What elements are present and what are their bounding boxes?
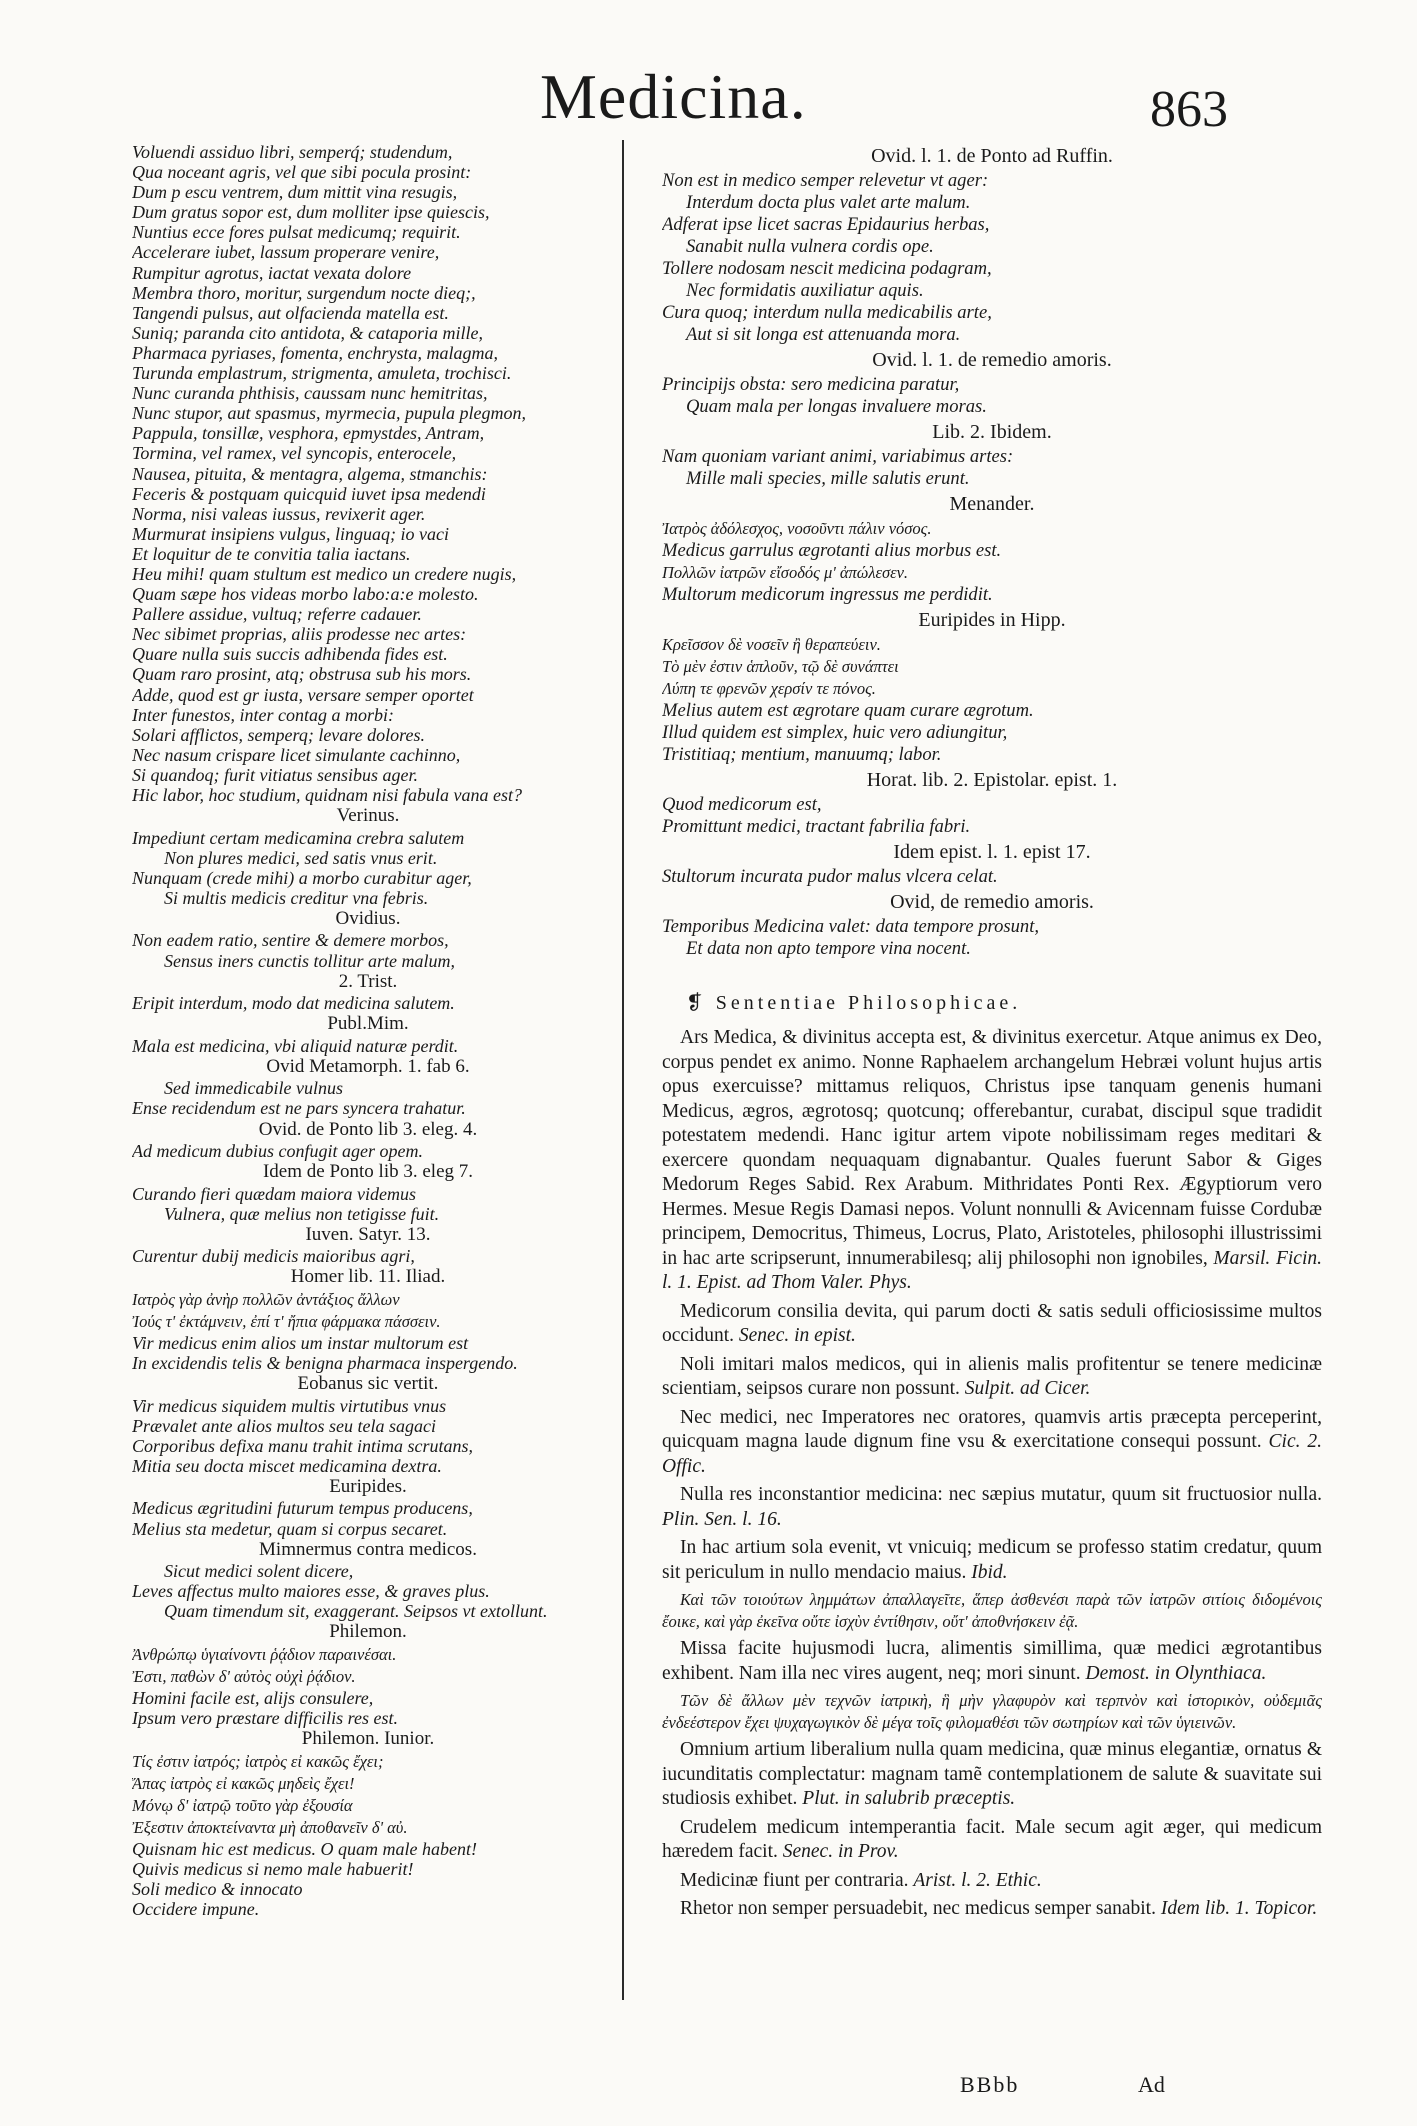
- source-citation: Lib. 2. Ibidem.: [932, 421, 1052, 443]
- prose-paragraph: [662, 1589, 1322, 1633]
- paragraph-text: Medicorum consilia devita, qui parum docti & satis seduli officiosissime multos occidunt.: [662, 1300, 1322, 1346]
- verse-line: Sanabit nulla vulnera cordis ope.: [686, 236, 934, 257]
- source-citation: Euripides in Hipp.: [918, 609, 1066, 631]
- verse-line: Sensus iners cunctis tollitur arte malum,: [164, 950, 455, 971]
- signature-mark: BBbb: [960, 2072, 1020, 2097]
- left-column: [132, 142, 604, 1919]
- prose-paragraph: [662, 1637, 1322, 1686]
- verse-line: Ἐστι, παθὼν δ' αὐτὸς οὐχὶ ῥᾴδιον.: [132, 1666, 356, 1686]
- paragraph-text: Crudelem medicum intemperantia facit. Male secum agit æger, qui medicum hæredem facit.: [662, 1816, 1322, 1862]
- paragraph-citation: Plut. in salubrib præceptis.: [802, 1788, 1016, 1809]
- prose-paragraph: [662, 1353, 1322, 1402]
- source-citation: Homer lib. 11. Iliad.: [290, 1266, 446, 1288]
- paragraph-text: Noli imitari malos medicos, qui in alienis malis profitentur se tenere medicinæ scientiam, seipsos curare non possunt.: [662, 1353, 1322, 1399]
- source-citation: Mimnermus contra medicos.: [259, 1538, 477, 1560]
- verse-line: Melius sta medetur, quam si corpus secaret.: [132, 1518, 448, 1539]
- right-verse-block: [662, 142, 1322, 960]
- verse-line: Membra thoro, moritur, surgendum nocte dieq;,: [132, 282, 476, 303]
- source-citation: 2. Trist.: [338, 970, 398, 992]
- verse-line: Nausea, pituita, & mentagra, algema, stmanchis:: [132, 463, 488, 484]
- verse-line: Mitia seu docta miscet medicamina dextra.: [132, 1455, 442, 1476]
- verse-line: Et data non apto tempore vina nocent.: [686, 938, 971, 959]
- verse-line: Nec sibimet proprias, aliis prodesse nec artes:: [132, 624, 467, 645]
- verse-line: Heu mihi! quam stultum est medico un credere nugis,: [132, 563, 517, 584]
- verse-line: Inter funestos, inter contag a morbi:: [132, 704, 394, 725]
- verse-line: Non eadem ratio, sentire & demere morbos,: [132, 930, 449, 951]
- verse-line: Adde, quod est gr iusta, versare semper oportet: [132, 684, 474, 705]
- paragraph-text: Τῶν δὲ ἄλλων μὲν τεχνῶν ἰατρικὴ, ἣ μὴν γλαφυρὸν καὶ τερπνὸν καὶ ἱστορικὸν, οὐδεμιᾶς ἐνδεέστερον ἔχει ψυχαγωγικὸν δὲ μέγα τοῖς φιλομαθέσι τῶν σωτηρίων καὶ τῶν ὑγιεινῶν.: [662, 1691, 1322, 1732]
- verse-line: Norma, nisi valeas iussus, revixerit ager.: [132, 503, 426, 524]
- verse-line: Corporibus defixa manu trahit intima scrutans,: [132, 1435, 474, 1456]
- paragraph-text: Omnium artium liberalium nulla quam medicina, quæ minus elegantiæ, ornatus & iucunditatis complectatur: magnam tamẽ contemplationem de salute & suavitate sui studiosis exhibet.: [662, 1739, 1322, 1809]
- verse-line: Impediunt certam medicamina crebra salutem: [132, 827, 465, 848]
- paragraph-citation: Marsil. Ficin. l. 1. Epist. ad Thom Valer. Phys.: [662, 1247, 1322, 1293]
- verse-line: Tollere nodosam nescit medicina podagram,: [662, 258, 992, 279]
- verse-line: Ad medicum dubius confugit ager opem.: [132, 1141, 423, 1162]
- verse-line: Aut si sit longa est attenuanda mora.: [686, 324, 961, 345]
- verse-line: Prævalet ante alios multos seu tela sagaci: [132, 1415, 436, 1436]
- verse-line: Quod medicorum est,: [662, 794, 822, 815]
- verse-line: Nunc stupor, aut spasmus, myrmecia, pupula plegmon,: [132, 403, 526, 424]
- verse-line: Dum p escu ventrem, dum mittit vina resugis,: [132, 182, 458, 203]
- paragraph-text: Ars Medica, & divinitus accepta est, & divinitus exercetur. Atque animus ex Deo, corpus pendet ex animo. Nonne Raphaelem archangelum Hebræi volunt hujus artis opus exercuisse? mittamus reliquos, Christus ipse tanquam genenis humani Medicus, ægros, ægrotosq; quotcunq; offerebantur, curabat, discipul sque tradidit potestatem medendi. Hanc igitur artem vipote nobilissimam reges meditari & exercere quondam nequaquam dignabantur. Quales fuerunt Sabor & Giges Medorum Reges Sabid. Rex Arabum. Mithridates Ponti Rex. Ægyptiorum vero Hermes. Mesue Regis Damasi nepos. Volunt nonnulli & Avicennam fuisse Cordubæ principem, Democritus, Thimeus, Locrus, Plato, Aristoteles, philosophi illustrissimi in hac arte scripserunt, innumerabilesq; alij philosophi non ignobiles,: [662, 1027, 1322, 1269]
- verse-line: Interdum docta plus valet arte malum.: [686, 192, 971, 213]
- section-heading: ❡ Sententiae Philosophicae.: [686, 992, 1022, 1014]
- column-divider-rule: [622, 140, 624, 2000]
- verse-line: Solari afflictos, semperq; levare dolores.: [132, 724, 425, 745]
- verse-line: Nunquam (crede mihi) a morbo curabitur ager,: [132, 867, 472, 888]
- verse-line: Non est in medico semper relevetur vt ager:: [662, 170, 989, 191]
- verse-line: Curando fieri quædam maiora videmus: [132, 1183, 417, 1204]
- source-citation: Horat. lib. 2. Epistolar. epist. 1.: [866, 769, 1118, 791]
- right-column: [662, 142, 1322, 1926]
- source-citation: Ovid. l. 1. de remedio amoris.: [872, 349, 1112, 371]
- source-citation: Euripides.: [329, 1475, 407, 1497]
- source-citation: Ovidius.: [335, 907, 401, 929]
- prose-paragraph: [662, 1406, 1322, 1480]
- verse-line: Mille mali species, mille salutis erunt.: [686, 468, 970, 489]
- verse-line: Promittunt medici, tractant fabrilia fabri.: [662, 816, 971, 837]
- verse-line: Quare nulla suis succis adhibenda fides est.: [132, 644, 448, 665]
- prose-paragraph: [662, 1816, 1322, 1865]
- paragraph-citation: Senec. in Prov.: [782, 1841, 899, 1862]
- verse-line: Quam sæpe hos videas morbo labo:a:e molesto.: [132, 584, 479, 605]
- paragraph-citation: Cic. 2. Offic.: [662, 1431, 1322, 1477]
- verse-line: Ipsum vero præstare difficilis res est.: [132, 1708, 398, 1729]
- prose-paragraph: [662, 1690, 1322, 1734]
- source-citation: Ovid Metamorph. 1. fab 6.: [266, 1055, 470, 1077]
- verse-line: Ἐξεστιν ἀποκτείναντα μὴ ἀποθανεῖν δ' αὐ.: [132, 1817, 408, 1837]
- paragraph-text: Missa facite hujusmodi lucra, alimentis simillima, quæ medici ægrotantibus exhibent. Nam illa nec vires augent, neq; mori sinunt.: [662, 1638, 1322, 1684]
- verse-line: Ἀνθρώπῳ ὑγιαίνοντι ῥᾴδιον παραινέσαι.: [132, 1644, 397, 1664]
- verse-line: Homini facile est, alijs consulere,: [132, 1687, 374, 1708]
- source-citation: Publ.Mim.: [327, 1013, 409, 1035]
- source-citation: Eobanus sic vertit.: [297, 1373, 439, 1395]
- verse-line: Quivis medicus si nemo male habuerit!: [132, 1858, 414, 1879]
- paragraph-citation: Sulpit. ad Cicer.: [964, 1378, 1091, 1399]
- verse-line: Si multis medicis creditur vna febris.: [164, 887, 429, 908]
- verse-line: Λύπη τε φρενῶν χερσίν τε πόνος.: [662, 679, 876, 698]
- prose-paragraph: [662, 1869, 1322, 1894]
- paragraph-citation: Plin. Sen. l. 16.: [662, 1508, 782, 1530]
- verse-line: Πολλῶν ἰατρῶν εἴσοδός μ' ἀπώλεσεν.: [662, 563, 909, 582]
- verse-line: Nec nasum crispare licet simulante cachinno,: [132, 744, 461, 765]
- verse-line: Suniq; paranda cito antidota, & cataporia mille,: [132, 322, 483, 343]
- verse-line: Eripit interdum, modo dat medicina salutem.: [132, 993, 455, 1014]
- verse-line: Τίς ἐστιν ἰατρός; ἰατρὸς εἰ κακῶς ἔχει;: [132, 1751, 384, 1771]
- paragraph-citation: Idem lib. 1. Topicor.: [1160, 1898, 1318, 1919]
- source-citation: Ovid. l. 1. de Ponto ad Ruffin.: [871, 145, 1113, 167]
- verse-line: Occidere impune.: [132, 1898, 260, 1919]
- paragraph-citation: Demost. in Olynthiaca.: [1085, 1662, 1267, 1684]
- verse-line: Pharmaca pyriases, fomenta, enchrysta, malagma,: [132, 342, 498, 363]
- verse-line: Non plures medici, sed satis vnus erit.: [164, 847, 438, 868]
- verse-line: Κρεῖσσον δὲ νοσεῖν ἢ θεραπεύειν.: [662, 635, 881, 654]
- paragraph-text: Nec medici, nec Imperatores nec oratores, quamvis artis præcepta perceperint, quicquam magna laude dignum fine vsu & exercitatione consequi possunt.: [662, 1406, 1322, 1452]
- verse-line: Mala est medicina, vbi aliquid naturæ perdit.: [132, 1035, 459, 1056]
- verse-line: Melius autem est ægrotare quam curare ægrotum.: [662, 700, 1034, 721]
- verse-line: In excidendis telis & benigna pharmaca inspergendo.: [132, 1353, 518, 1373]
- prose-paragraph: [662, 1536, 1322, 1585]
- verse-line: Vir medicus siquidem multis virtutibus vnus: [132, 1395, 447, 1416]
- paragraph-citation: Senec. in epist.: [738, 1325, 856, 1346]
- verse-line: Turunda emplastrum, strigmenta, amuleta, trochisci.: [132, 363, 512, 384]
- verse-line: Accelerare iubet, lassum properare venire,: [132, 242, 440, 263]
- verse-line: Feceris & postquam quicquid iuvet ipsa medendi: [132, 483, 486, 504]
- source-citation: Idem epist. l. 1. epist 17.: [893, 841, 1091, 863]
- verse-line: Nec formidatis auxiliatur aquis.: [686, 280, 924, 301]
- source-citation: Philemon. Iunior.: [301, 1728, 435, 1750]
- verse-line: Soli medico & innocato: [132, 1878, 303, 1899]
- verse-line: Quisnam hic est medicus. O quam male habent!: [132, 1838, 477, 1859]
- paragraph-citation: Ibid.: [971, 1561, 1008, 1583]
- verse-line: Rumpitur agrotus, iactat vexata dolore: [132, 262, 412, 283]
- verse-line: Quam raro prosint, atq; obstrusa sub his mors.: [132, 664, 472, 685]
- verse-line: Principijs obsta: sero medicina paratur,: [662, 374, 960, 395]
- paragraph-text: Rhetor non semper persuadebit, nec medicus semper sanabit.: [680, 1898, 1156, 1919]
- verse-line: Nunc curanda phthisis, caussam nunc hemitritas,: [132, 383, 488, 404]
- verse-line: Multorum medicorum ingressus me perdidit.: [662, 584, 993, 605]
- paragraph-text: Καὶ τῶν τοιούτων λημμάτων ἀπαλλαγεῖτε, ἅπερ ἀσθενέσι παρὰ τῶν ἰατρῶν σιτίοις διδομένοις ἔοικε, καὶ γὰρ ἐκεῖνα οὔτε ἰσχὺν ἐντίθησιν, οὔτ' ἀποθνήσκειν ἐᾷ.: [662, 1590, 1322, 1631]
- verse-line: Ἅπας ἰατρὸς εἰ κακῶς μηδεὶς ἔχει!: [132, 1773, 355, 1793]
- verse-line: Μόνῳ δ' ἰατρῷ τοῦτο γὰρ ἐξουσία: [132, 1795, 353, 1815]
- verse-line: Qua noceant agris, vel que sibi pocula prosint:: [132, 162, 472, 183]
- verse-line: Medicus ægritudini futurum tempus producens,: [132, 1498, 473, 1519]
- verse-line: Tristitiaq; mentium, manuumq; labor.: [662, 744, 942, 765]
- prose-paragraph: [662, 1897, 1322, 1922]
- source-citation: Ovid. de Ponto lib 3. eleg. 4.: [258, 1118, 478, 1140]
- paragraph-text: In hac artium sola evenit, vt vnicuiq; medicum se professo statim credatur, quum sit periculum in nullo mendacio maius.: [662, 1537, 1322, 1583]
- source-citation: Verinus.: [336, 805, 400, 827]
- verse-line: Voluendi assiduo libri, semperq́; studendum,: [132, 142, 453, 162]
- verse-line: Nam quoniam variant animi, variabimus artes:: [662, 446, 1014, 467]
- verse-line: Τὸ μὲν ἐστιν ἁπλοῦν, τῷ δὲ συνάπτει: [662, 657, 899, 676]
- source-citation: Idem de Ponto lib 3. eleg 7.: [262, 1161, 474, 1183]
- verse-line: Pallere assidue, vultuq; referre cadauer.: [132, 604, 422, 625]
- verse-line: Nuntius ecce fores pulsat medicumq; requirit.: [132, 222, 461, 243]
- verse-line: Sicut medici solent dicere,: [164, 1561, 354, 1582]
- paragraph-text: Medicinæ fiunt per contraria.: [680, 1869, 909, 1891]
- verse-line: Adferat ipse licet sacras Epidaurius herbas,: [662, 214, 990, 235]
- prose-paragraph: [662, 1026, 1322, 1296]
- verse-line: Et loquitur de te convitia talia iactans.: [132, 543, 411, 564]
- verse-line: Temporibus Medicina valet: data tempore prosunt,: [662, 916, 1040, 937]
- verse-line: Cura quoq; interdum nulla medicabilis arte,: [662, 302, 992, 323]
- source-citation: Ovid, de remedio amoris.: [890, 891, 1094, 913]
- source-citation: Menander.: [949, 493, 1035, 515]
- source-citation: Philemon.: [329, 1621, 407, 1643]
- verse-line: Tormina, vel ramex, vel syncopis, enterocele,: [132, 443, 457, 464]
- verse-line: Pappula, tonsillæ, vesphora, epmystdes, Antram,: [132, 423, 485, 444]
- verse-line: Hic labor, hoc studium, quidnam nisi fabula vana est?: [132, 785, 522, 805]
- prose-paragraph: [662, 1738, 1322, 1812]
- verse-line: Dum gratus sopor est, dum molliter ipse quiescis,: [132, 202, 490, 223]
- verse-line: Ιατρὸς γὰρ ἀνὴρ πολλῶν ἀντάξιος ἄλλων: [132, 1289, 400, 1309]
- verse-line: Ἰούς τ' ἐκτάμνειν, ἐπί τ' ἤπια φάρμακα πάσσειν.: [132, 1311, 441, 1331]
- prose-block: [662, 1026, 1322, 1922]
- prose-paragraph: [662, 1300, 1322, 1349]
- verse-line: Quam timendum sit, exaggerant. Seipsos vt extollunt.: [164, 1601, 548, 1622]
- verse-line: Vulnera, quæ melius non tetigisse fuit.: [164, 1203, 440, 1224]
- page-number: 863: [1150, 81, 1228, 138]
- verse-line: Stultorum incurata pudor malus vlcera celat.: [662, 866, 998, 887]
- verse-line: Sed immedicabile vulnus: [164, 1078, 343, 1099]
- verse-line: Ense recidendum est ne pars syncera trahatur.: [132, 1098, 466, 1119]
- paragraph-text: Nulla res inconstantior medicina: nec sæpius mutatur, quum sit fructuosior nulla.: [680, 1484, 1322, 1505]
- verse-line: Illud quidem est simplex, huic vero adiungitur,: [662, 722, 1008, 743]
- source-citation: Iuven. Satyr. 13.: [305, 1223, 431, 1245]
- running-title: Medicina.: [540, 61, 807, 132]
- verse-line: Murmurat insipiens vulgus, linguaq; io vaci: [132, 523, 449, 544]
- verse-line: Ἰατρὸς ἀδόλεσχος, νοσοῦντι πάλιν νόσος.: [662, 519, 932, 538]
- verse-line: Tangendi pulsus, aut olfacienda matella est.: [132, 302, 449, 323]
- verse-line: Quam mala per longas invaluere moras.: [686, 396, 987, 417]
- verse-line: Curentur dubij medicis maioribus agri,: [132, 1246, 415, 1267]
- prose-paragraph: [662, 1483, 1322, 1532]
- verse-line: Si quandoq; furit vitiatus sensibus ager.: [132, 764, 419, 785]
- verse-line: Medicus garrulus ægrotanti alius morbus est.: [662, 540, 1002, 561]
- catchword: Ad: [1138, 2072, 1165, 2097]
- paragraph-citation: Arist. l. 2. Ethic.: [913, 1869, 1042, 1891]
- verse-line: Vir medicus enim alios um instar multorum est: [132, 1332, 469, 1353]
- verse-line: Leves affectus multo maiores esse, & graves plus.: [132, 1581, 490, 1602]
